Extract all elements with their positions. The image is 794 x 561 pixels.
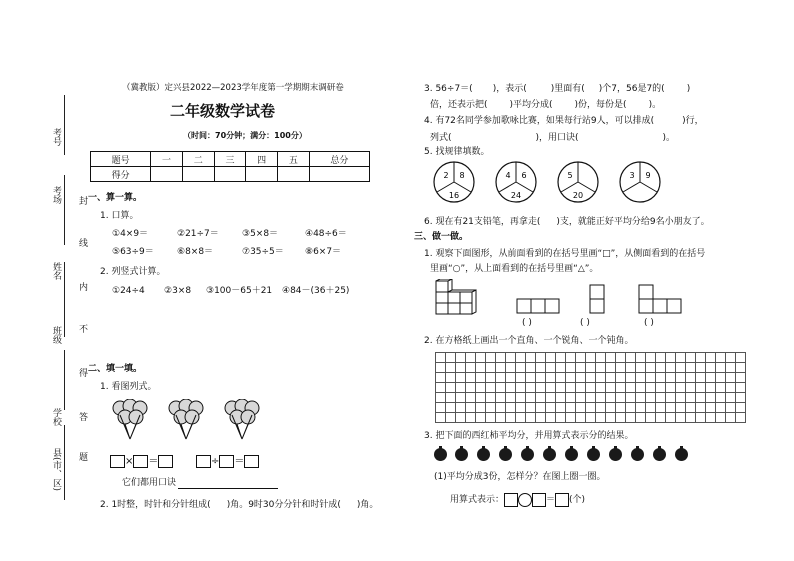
answer-box[interactable] — [158, 455, 173, 468]
label-xuexiao: 学校 — [51, 408, 61, 426]
seal-char-5: 得 — [77, 368, 87, 377]
exam-source: （冀教版）定兴县2022—2023学年度第一学期期末调研卷 — [122, 83, 344, 93]
operator-circle[interactable] — [518, 493, 532, 507]
score-cell[interactable] — [309, 167, 369, 182]
section-1-title: 一、算一算。 — [88, 193, 143, 203]
pattern-circle-3 — [556, 160, 600, 204]
vertical-calc: ④84－(36＋25) — [282, 286, 350, 296]
answer-box[interactable] — [504, 493, 518, 507]
pattern-number: 6 — [521, 171, 527, 180]
view-answer-paren[interactable]: ( ) — [522, 318, 532, 328]
q6: 6. 现在有21支铅笔，再拿走( )支，就能正好平均分给9名小朋友了。 — [424, 217, 710, 227]
score-header: 二 — [182, 152, 214, 167]
oral-calc: ③5×8＝ — [242, 229, 279, 239]
pattern-number: 24 — [510, 191, 522, 200]
label-banji: 班级 — [51, 326, 61, 344]
q1-1-title: 1. 口算。 — [100, 211, 139, 221]
pattern-number: 4 — [505, 171, 511, 180]
oral-calc: ②21÷7＝ — [177, 229, 219, 239]
pattern-number: 20 — [572, 191, 584, 200]
square-grid-paper[interactable] — [435, 352, 746, 423]
tomato-icon — [434, 448, 447, 461]
score-header: 五 — [278, 152, 310, 167]
seal-char-4: 不 — [77, 324, 87, 333]
tomato-icon — [675, 448, 688, 461]
page-title: 二年级数学试卷 — [170, 102, 276, 120]
label-kaochang: 考场 — [51, 186, 61, 204]
answer-box[interactable] — [532, 493, 546, 507]
tomato-icon — [609, 448, 622, 461]
s3-q1-line1: 1. 观察下面图形，从前面看到的在括号里画“□”，从侧面看到的在括号 — [424, 249, 706, 259]
q5-title: 5. 找规律填数。 — [424, 147, 490, 157]
tomato-icon — [543, 448, 556, 461]
pattern-number: 2 — [443, 171, 449, 180]
view-answer-paren[interactable]: ( ) — [644, 318, 654, 328]
pattern-number: 9 — [645, 171, 651, 180]
tomato-icon — [653, 448, 666, 461]
label-xian: 县(市、区) — [51, 448, 61, 492]
oral-calc: ⑧6×7＝ — [305, 247, 342, 257]
pattern-number: 5 — [567, 171, 573, 180]
q3-line1: 3. 56÷7＝( )，表示( )里面有( )个7，56是7的( ) — [424, 84, 691, 94]
q3-line2: 倍，还表示把( )平均分成( )份，每份是( )。 — [430, 100, 662, 110]
score-header: 四 — [246, 152, 278, 167]
vertical-calc: ①24÷4 — [112, 286, 145, 296]
pattern-circle-1 — [432, 160, 476, 204]
q4-line1: 4. 有72名同学参加歌咏比赛，如果每行站9人，可以排成( )行， — [424, 116, 704, 126]
score-header: 三 — [214, 152, 246, 167]
label-kaohao: 考号 — [51, 128, 61, 146]
binding-line-1 — [64, 95, 65, 155]
oral-calc: ⑥8×8＝ — [177, 247, 214, 257]
answer-box[interactable] — [133, 455, 148, 468]
tomato-icon — [477, 448, 490, 461]
formula-row: 用算式表示： ＝ (个) — [450, 492, 585, 507]
tomato-icon — [631, 448, 644, 461]
tomato-icon — [499, 448, 512, 461]
score-row-label: 得分 — [91, 167, 151, 182]
view-figure-a — [516, 298, 560, 314]
q2-1-title: 1. 看图列式。 — [100, 382, 157, 392]
seal-char-3: 内 — [77, 282, 87, 291]
label-xingming: 姓名 — [51, 262, 61, 280]
balloon-bunch-icon — [110, 399, 150, 441]
q4-line2: 列式( )，用口诀( )。 — [430, 133, 676, 143]
binding-line-3 — [64, 262, 65, 337]
answer-box[interactable] — [196, 455, 211, 468]
vertical-calc: ②3×8 — [164, 286, 192, 296]
score-cell[interactable] — [246, 167, 278, 182]
oral-calc: ⑦35÷5＝ — [242, 247, 284, 257]
vertical-calc: ③100－65＋21 — [206, 286, 273, 296]
binding-line-4 — [64, 350, 65, 410]
section-2-title: 二、填一填。 — [88, 364, 143, 374]
view-figure-b — [589, 284, 605, 314]
s3-q2-title: 2. 在方格纸上画出一个直角、一个锐角、一个钝角。 — [424, 336, 634, 346]
score-cell[interactable] — [214, 167, 246, 182]
score-cell[interactable] — [182, 167, 214, 182]
binding-line-5 — [64, 425, 65, 500]
cube-figure-icon — [434, 279, 484, 317]
q1-2-title: 2. 列竖式计算。 — [100, 267, 166, 277]
score-header: 一 — [151, 152, 183, 167]
section-3-title: 三、做一做。 — [414, 232, 469, 242]
pattern-number: 8 — [459, 171, 465, 180]
score-table — [90, 151, 370, 182]
score-header: 题号 — [91, 152, 151, 167]
answer-box[interactable] — [555, 493, 569, 507]
s3-q3-sub: (1)平均分成3份，怎样分？在图上圈一圈。 — [434, 472, 606, 482]
balloon-bunch-icon — [222, 399, 262, 441]
s3-q3-title: 3. 把下面的西红柿平均分，并用算式表示分的结果。 — [424, 431, 634, 441]
oral-calc: ①4×9＝ — [112, 229, 149, 239]
score-cell[interactable] — [278, 167, 310, 182]
seal-char-6: 答 — [77, 412, 87, 421]
pattern-circle-4 — [618, 160, 662, 204]
s3-q1-line2: 里画“○”，从上面看到的在括号里画“△”。 — [430, 264, 599, 274]
pattern-circle-2 — [494, 160, 538, 204]
answer-box[interactable] — [244, 455, 259, 468]
answer-box[interactable] — [219, 455, 234, 468]
balloon-bunch-icon — [166, 399, 206, 441]
tomato-icon — [587, 448, 600, 461]
seal-char-2: 线 — [77, 238, 87, 247]
koujue-label: 它们都用口诀 — [122, 478, 177, 488]
mult-equation: × ＝ — [110, 452, 173, 468]
koujue-line[interactable] — [178, 488, 278, 489]
view-figure-c — [638, 284, 682, 314]
score-cell[interactable] — [151, 167, 183, 182]
q2-2: 2. 1时整，时针和分针组成( )角。9时30分分针和时针成( )角。 — [100, 500, 379, 510]
seal-char-7: 题 — [77, 452, 87, 461]
view-answer-paren[interactable]: ( ) — [580, 318, 590, 328]
answer-box[interactable] — [110, 455, 125, 468]
exam-meta: （时间：70分钟；满分：100分） — [183, 131, 307, 140]
tomato-icon — [521, 448, 534, 461]
oral-calc: ④48÷6＝ — [305, 229, 347, 239]
binding-line-2 — [64, 175, 65, 245]
tomato-icon — [565, 448, 578, 461]
seal-char-1: 封 — [77, 196, 87, 205]
pattern-number: 3 — [629, 171, 635, 180]
tomato-icon — [455, 448, 468, 461]
score-header: 总分 — [309, 152, 369, 167]
oral-calc: ⑤63÷9＝ — [112, 247, 154, 257]
div-equation: ÷ ＝ — [196, 452, 259, 468]
pattern-number: 16 — [448, 191, 460, 200]
